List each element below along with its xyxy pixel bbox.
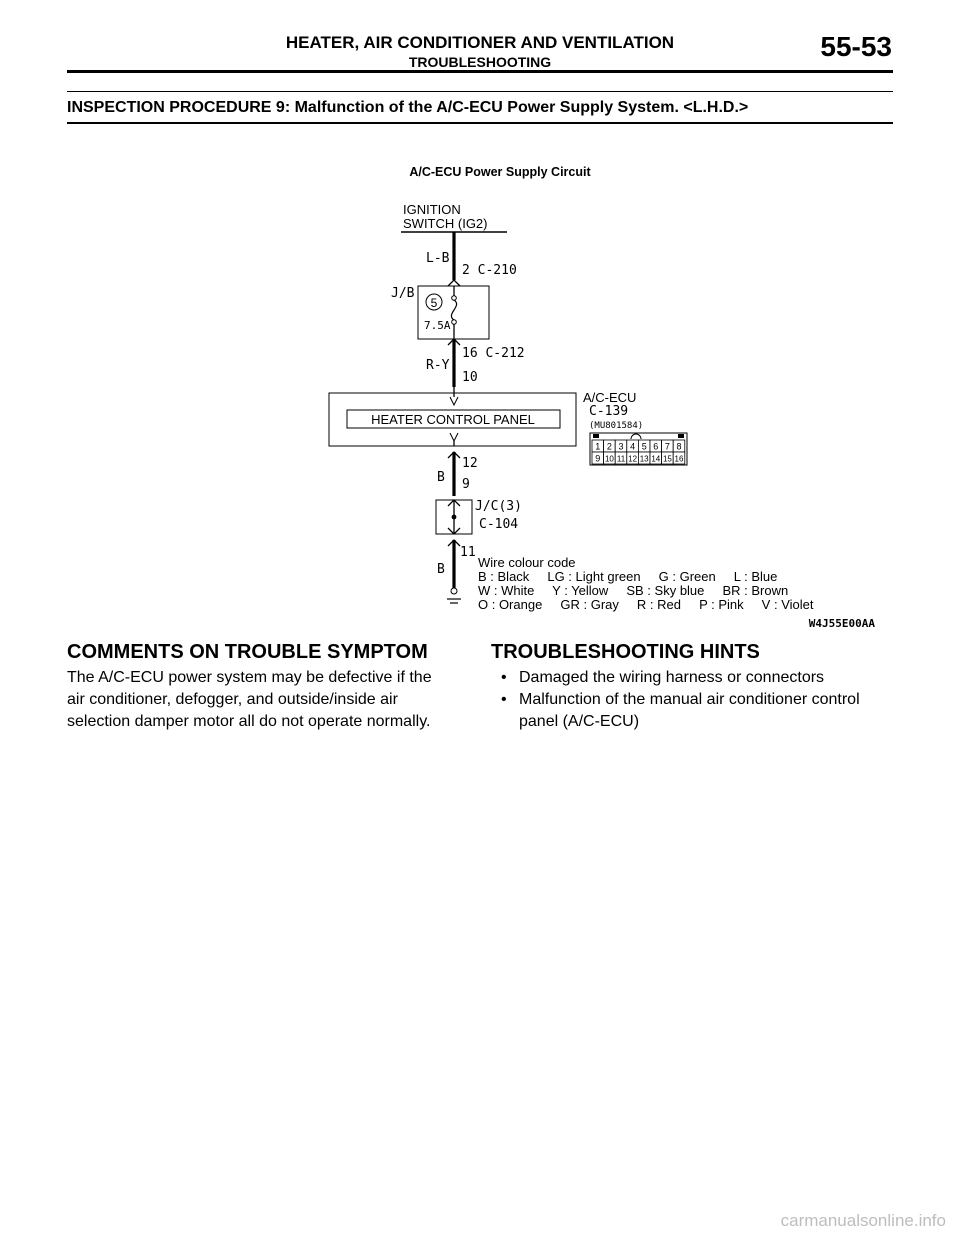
section-subtitle: TROUBLESHOOTING [408, 54, 552, 70]
jc-splice-dot [452, 515, 457, 520]
ignition-label-line1: IGNITION [403, 202, 461, 217]
ecu-input-arrow [450, 397, 458, 405]
wire-lb-label: L-B [426, 251, 450, 266]
connector-c210-mark [448, 280, 460, 286]
connector-c210-label: 2 C-210 [462, 263, 517, 278]
page-number: 55-53 [820, 31, 892, 62]
connector-pin-number: 15 [662, 454, 672, 464]
ac-ecu-label: A/C-ECU [583, 390, 637, 405]
pin-10-label: 10 [462, 370, 478, 385]
hints-heading: TROUBLESHOOTING HINTS [491, 641, 760, 663]
bullet-icon: • [501, 691, 507, 708]
connector-pin-number: 8 [676, 441, 682, 452]
hint-text-line-1: Malfunction of the manual air conditioner control [519, 691, 860, 708]
comments-body [67, 667, 477, 733]
figure-code: W4J55E00AA [808, 617, 875, 630]
pin-12-label: 12 [462, 456, 478, 471]
procedure-top-rule [67, 91, 893, 92]
hint-text-line-2: panel (A/C-ECU) [519, 713, 640, 730]
connector-pin-number: 2 [606, 441, 612, 452]
part-number: (MU801584) [589, 421, 644, 431]
comments-line-2: air conditioner, defogger, and outside/inside air [67, 691, 398, 708]
connector-pin-number: 11 [616, 454, 626, 464]
hint-item [491, 689, 911, 733]
connector-pin-number: 9 [595, 453, 601, 464]
diagram-title: A/C-ECU Power Supply Circuit [409, 165, 591, 179]
fuse-rating: 7.5A [424, 319, 451, 332]
ecu-output-arrow [450, 433, 458, 441]
procedure-title: INSPECTION PROCEDURE 9: Malfunction of the A/C-ECU Power Supply System. <L.H.D.> [67, 99, 749, 116]
connector-c104-label: C-104 [479, 517, 519, 532]
heater-control-panel-label: HEATER CONTROL PANEL [371, 412, 535, 427]
connector-face [590, 433, 687, 465]
hints-list [491, 667, 911, 733]
pin-9-label: 9 [462, 477, 470, 492]
connector-c139-label: C-139 [589, 404, 629, 419]
jb-label: J/B [391, 286, 415, 301]
wire-b-lower-label: B [437, 562, 445, 577]
header-rule [67, 70, 893, 73]
procedure-bottom-rule [67, 122, 893, 124]
jc-label: J/C(3) [475, 499, 522, 514]
connector-pin-number: 5 [641, 441, 647, 452]
connector-c212-label: 16 C-212 [462, 346, 525, 361]
connector-pin-number: 7 [664, 441, 670, 452]
connector-pin-number: 1 [595, 441, 601, 452]
wire-code-line-3: O : Orange GR : Gray R : Red P : Pink V : Violet [478, 597, 814, 612]
connector-pin-number: 3 [618, 441, 624, 452]
ignition-label-line2: SWITCH (IG2) [403, 216, 488, 231]
comments-line-1: The A/C-ECU power system may be defective if the [67, 669, 432, 686]
ground-terminal [451, 588, 457, 594]
connector-pin-number: 6 [653, 441, 659, 452]
bullet-icon: • [501, 669, 507, 686]
fuse-element [451, 300, 456, 320]
connector-pin-number: 13 [639, 454, 649, 464]
wire-code-line-2: W : White Y : Yellow SB : Sky blue BR : Brown [478, 583, 789, 598]
connector-pin-number: 10 [604, 454, 614, 464]
fuse-terminal-bottom [452, 320, 457, 325]
wire-code-line-1: B : Black LG : Light green G : Green L : Blue [478, 569, 778, 584]
wire-ry-label: R-Y [426, 358, 450, 373]
wiring-diagram [0, 150, 960, 640]
hint-item [491, 667, 911, 689]
fuse-number: 5 [430, 296, 438, 310]
comments-line-3: selection damper motor all do not operate normally. [67, 713, 431, 730]
pin-11-label: 11 [460, 545, 476, 560]
watermark: carmanualsonline.info [780, 1211, 946, 1230]
connector-pin-number: 14 [651, 454, 661, 464]
connector-pin-number: 16 [674, 454, 684, 464]
fuse-terminal-top [452, 296, 457, 301]
connector-pin-number: 4 [630, 441, 636, 452]
wire-code-title: Wire colour code [478, 555, 576, 570]
section-title: HEATER, AIR CONDITIONER AND VENTILATION [285, 33, 675, 52]
wire-b-upper-label: B [437, 470, 445, 485]
comments-heading: COMMENTS ON TROUBLE SYMPTOM [67, 641, 428, 663]
connector-pin-number: 12 [628, 454, 638, 464]
hint-text: Damaged the wiring harness or connectors [519, 669, 825, 686]
